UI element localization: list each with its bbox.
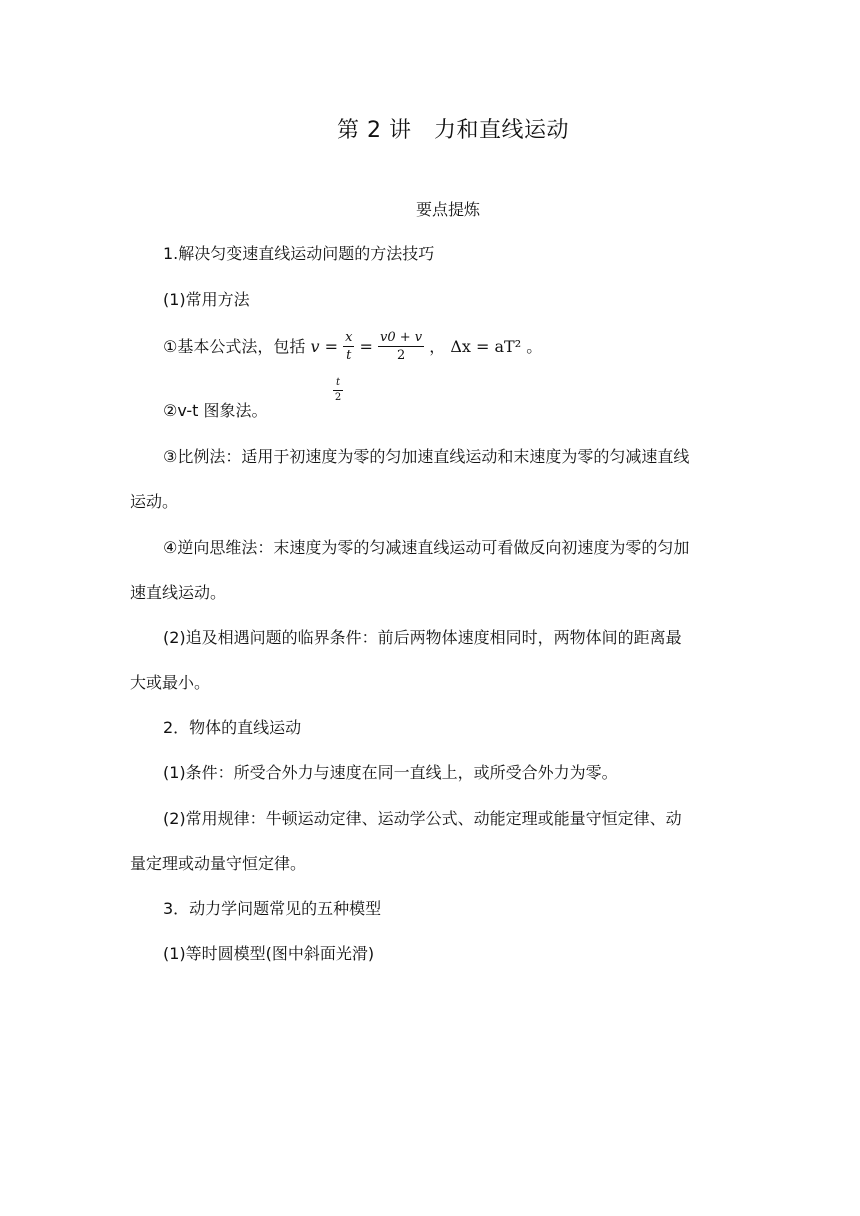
- formula-eq-2: =: [359, 337, 373, 356]
- fraction-x-over-t: [343, 330, 354, 365]
- paragraph-2: (1)常用方法: [163, 290, 250, 309]
- paragraph-12: (1)等时圆模型(图中斜面光滑): [163, 944, 375, 963]
- paragraph-10b: 量定理或动量守恒定律。: [130, 854, 307, 873]
- paragraph-10a: (2)常用规律：牛顿运动定律、运动学公式、动能定理或能量守恒定律、动: [163, 809, 682, 828]
- fraction-v0v-over-2: [378, 330, 424, 365]
- paragraph-6a: ④逆向思维法：末速度为零的匀减速直线运动可看做反向初速度为零的匀加: [163, 538, 690, 557]
- section-heading: 要点提炼: [415, 200, 480, 219]
- formula-delta-x: Δx = aT²: [450, 337, 522, 356]
- paragraph-9: (1)条件：所受合外力与速度在同一直线上，或所受合外力为零。: [163, 763, 618, 782]
- paragraph-7a: (2)追及相遇问题的临界条件：前后两物体速度相同时，两物体间的距离最: [163, 628, 682, 647]
- page-title: 第 2 讲 力和直线运动: [337, 118, 569, 143]
- paragraph-11: 3．动力学问题常见的五种模型: [163, 899, 382, 918]
- paragraph-5a: ③比例法：适用于初速度为零的匀加速直线运动和末速度为零的匀减速直线: [163, 447, 690, 466]
- paragraph-8: 2．物体的直线运动: [163, 718, 302, 737]
- paragraph-5b: 运动。: [130, 492, 179, 511]
- subscript-t-over-2: [333, 376, 343, 405]
- formula-eq-1: =: [324, 337, 338, 356]
- fraction-numerator-x: x: [345, 330, 353, 345]
- formula-v: v: [310, 337, 320, 356]
- formula-line: [163, 330, 542, 365]
- subscript-bar: [333, 390, 343, 391]
- fraction-denominator-t: t: [346, 348, 352, 363]
- formula-end: 。: [526, 337, 543, 356]
- paragraph-1: 1.解决匀变速直线运动问题的方法技巧: [163, 244, 435, 263]
- subscript-t: t: [335, 377, 341, 388]
- subscript-2: 2: [334, 392, 342, 403]
- paragraph-6b: 速直线运动。: [130, 583, 227, 602]
- formula-separator: ，: [429, 337, 446, 356]
- formula-prefix: ①基本公式法，包括: [163, 337, 306, 356]
- fraction-denominator-2: 2: [396, 348, 406, 363]
- fraction-numerator-v0v: v0 + v: [380, 330, 423, 345]
- paragraph-7b: 大或最小。: [130, 673, 211, 692]
- paragraph-4: ②v-t 图象法。: [163, 401, 268, 420]
